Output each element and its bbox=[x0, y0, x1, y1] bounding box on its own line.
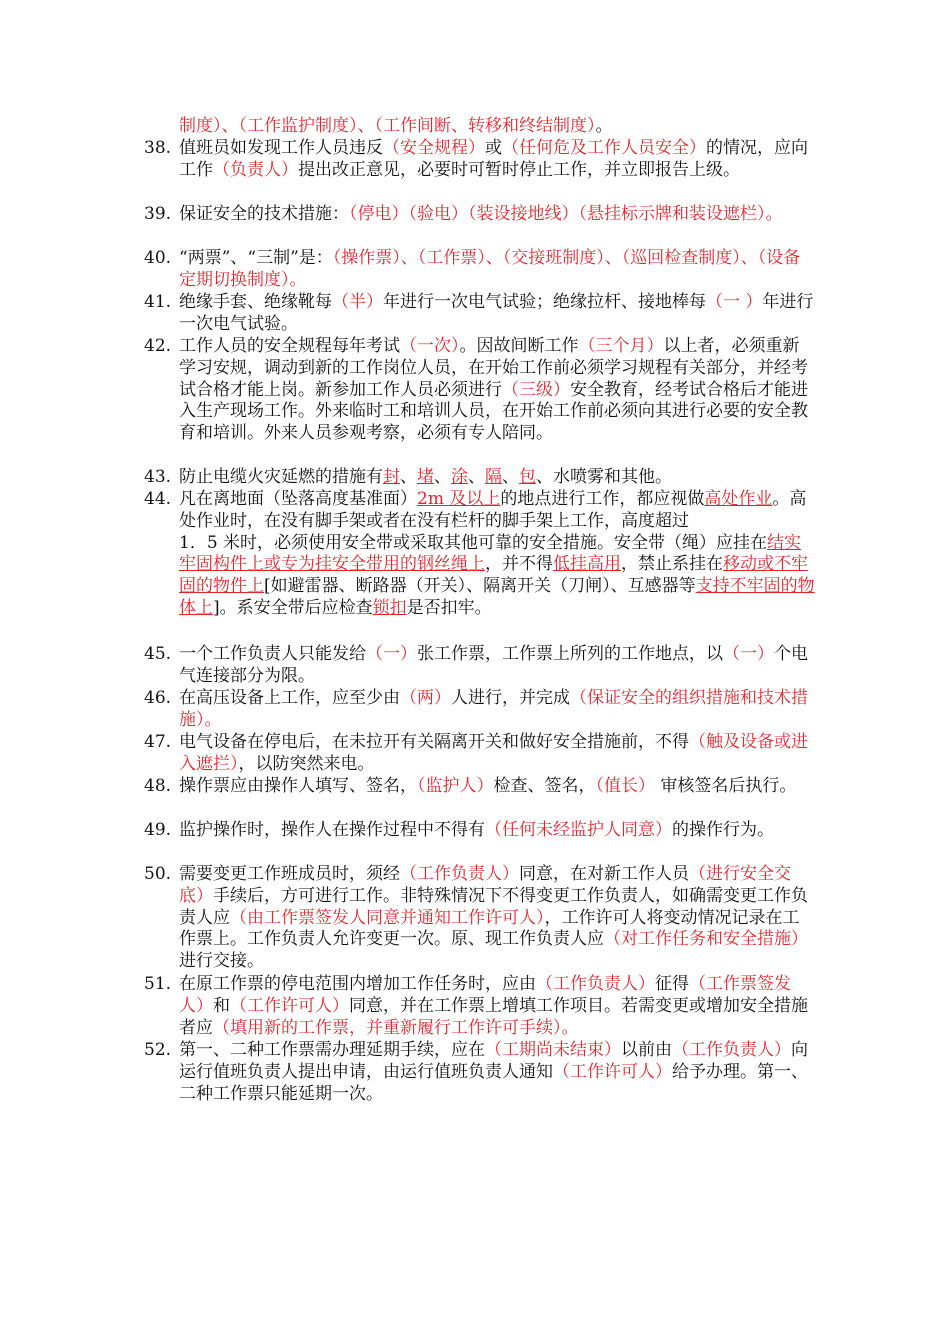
answer-text: （任何危及工作人员安全） bbox=[502, 138, 706, 158]
body-text: 给予办理。第一、二种工作票只能延期一次。 bbox=[179, 1061, 808, 1104]
body-text: 个电气连接部分为限。 bbox=[179, 644, 808, 686]
body-text: 以上者，必须重新学习安规，调动到新的工作岗位人员，在开始工作前必须学习规程有关部分，并经考试合格才能上岗。新参加工作人员必须进行 bbox=[179, 336, 808, 400]
body-text: 安全教育，经考试合格后才能进入生产现场工作。外来临时工和培训人员，在开始工作前必须向其进行必要的安全教育和培训。外来人员参观考察，必须有专人陪同。 bbox=[179, 379, 808, 444]
body-text: 一个工作负责人只能发给 bbox=[179, 644, 366, 664]
item-number: 44. bbox=[144, 489, 172, 509]
item-number: 51. bbox=[144, 974, 172, 994]
item-number: 43. bbox=[144, 467, 172, 487]
body-text: 征得 bbox=[655, 974, 689, 994]
answer-text: （负责人） bbox=[213, 159, 298, 180]
body-text: 绝缘手套、绝缘靴每 bbox=[179, 292, 332, 312]
body-text: 的情况，应向工作 bbox=[179, 138, 808, 180]
item-number: 52. bbox=[144, 1040, 172, 1060]
body-text: 1．5 米时，必须使用安全带或采取其他可靠的安全措施。安全带（绳）应挂在 bbox=[179, 532, 768, 553]
item-text bbox=[179, 467, 815, 489]
underlined-answer: 2m 及以上 bbox=[417, 489, 501, 509]
answer-text: （由工作票签发人同意并通知工作许可人） bbox=[230, 907, 545, 928]
body-text: 以前由 bbox=[621, 1040, 672, 1060]
item-text bbox=[179, 732, 815, 776]
underlined-answer: 隔 bbox=[485, 467, 502, 487]
item-number: 42. bbox=[144, 336, 172, 356]
item-text bbox=[179, 974, 815, 1039]
item-text bbox=[179, 820, 815, 842]
answer-text: （一次） bbox=[400, 336, 460, 356]
body-text: 进行交接。 bbox=[179, 951, 264, 972]
item-number: 49. bbox=[144, 820, 172, 840]
item-number: 41. bbox=[144, 292, 172, 312]
item-text bbox=[179, 776, 815, 798]
item-number: 45. bbox=[144, 644, 172, 664]
item-text bbox=[179, 644, 815, 688]
answer-text: （一） bbox=[366, 644, 417, 664]
answer-text: （安全规程） bbox=[383, 138, 485, 158]
body-text: 和 bbox=[213, 995, 230, 1016]
body-text: [如避雷器、断路器（开关）、隔离开关（刀闸）、互感器等 bbox=[264, 576, 696, 597]
body-text: 在高压设备上工作，应至少由 bbox=[179, 688, 400, 708]
item-number: 39. bbox=[144, 204, 172, 224]
answer-text: （触及设备或进入遮拦） bbox=[179, 732, 808, 774]
item-text bbox=[179, 688, 815, 732]
underlined-answer: 封 bbox=[383, 467, 400, 487]
answer-text: （工作许可人） bbox=[553, 1061, 672, 1082]
item-text bbox=[179, 204, 815, 226]
body-text: 张工作票，工作票上所列的工作地点，以 bbox=[417, 644, 723, 664]
answer-text: 制度）、（工作监护制度）、（工作间断、转移和终结制度） bbox=[179, 116, 596, 136]
answer-text: （监护人） bbox=[417, 776, 494, 796]
body-text: ，以防突然来电。 bbox=[238, 753, 375, 774]
body-text: 或 bbox=[485, 138, 502, 158]
body-text: 的操作行为。 bbox=[672, 820, 774, 840]
body-text: ，禁止系挂在 bbox=[621, 554, 723, 575]
body-text: ，工作许可人将变动情况记录在工作票上。工作负责人允许变更一次。原、现工作负责人应 bbox=[179, 907, 800, 950]
body-text: 需要变更工作班成员时，须经 bbox=[179, 864, 400, 884]
answer-text: （两） bbox=[400, 688, 451, 708]
answer-text: （工期尚未结束） bbox=[485, 1040, 621, 1060]
body-text: 检查、签名， bbox=[493, 776, 596, 796]
underlined-answer: 涂 bbox=[451, 467, 468, 487]
body-text: 同意，在对新工作人员 bbox=[519, 864, 689, 884]
body-text: 手续后，方可进行工作。非特殊情况下不得变更工作负责人，如确需变更工作负责人应 bbox=[179, 885, 808, 928]
answer-text: （工作负责人） bbox=[536, 974, 655, 994]
underlined-answer: 低挂高用 bbox=[553, 554, 621, 575]
item-number: 48. bbox=[144, 776, 172, 796]
item-number: 38. bbox=[144, 138, 172, 158]
answer-text: （停电）（验电）（装设接地线）（悬挂标示牌和装设遮栏）。 bbox=[349, 204, 783, 224]
underlined-answer: 支持不牢固的物体上 bbox=[179, 576, 815, 618]
body-text: 凡在离地面（坠落高度基准面） bbox=[179, 489, 417, 509]
body-text: 防止电缆火灾延燃的措施有 bbox=[179, 467, 383, 487]
answer-text: （保证安全的组织措施和技术措施）。 bbox=[179, 688, 808, 730]
answer-text: （工作负责人） bbox=[672, 1040, 791, 1060]
answer-text: （填用新的工作票，并重新履行工作许可手续）。 bbox=[213, 1017, 579, 1038]
answer-text: （一 ） bbox=[706, 292, 763, 312]
item-text bbox=[179, 248, 815, 292]
underlined-answer: 堵 bbox=[417, 467, 434, 487]
body-text: 、 bbox=[468, 467, 485, 487]
item-text bbox=[179, 116, 815, 138]
item-number: 46. bbox=[144, 688, 172, 708]
answer-text: （三个月） bbox=[578, 336, 664, 356]
item-number: 50. bbox=[144, 864, 172, 884]
body-text: 。 bbox=[595, 116, 613, 136]
underlined-answer: 高处作业 bbox=[704, 489, 773, 509]
body-text: 第一、二种工作票需办理延期手续，应在 bbox=[179, 1040, 485, 1060]
underlined-answer: 包 bbox=[519, 467, 536, 487]
answer-text: （一） bbox=[723, 644, 774, 664]
answer-text: （三级） bbox=[502, 379, 570, 400]
item-number: 47. bbox=[144, 732, 172, 752]
answer-text: （半） bbox=[332, 292, 383, 312]
body-text: 值班员如发现工作人员违反 bbox=[179, 138, 383, 158]
body-text: 提出改正意见，必要时可暂时停止工作，并立即报告上级。 bbox=[298, 159, 740, 180]
answer-text: （操作票）、（工作票）、（交接班制度）、（巡回检查制度）、（设备定期切换制度）。 bbox=[179, 248, 801, 290]
body-text: 工作人员的安全规程每年考试 bbox=[179, 336, 400, 356]
body-text: 保证安全的技术措施： bbox=[179, 204, 349, 224]
body-text: 电气设备在停电后，在未拉开有关隔离开关和做好安全措施前，不得 bbox=[179, 732, 689, 752]
underlined-answer: 移动或不牢固的物件上 bbox=[179, 554, 808, 597]
body-text: 、 bbox=[434, 467, 451, 487]
item-text bbox=[179, 138, 815, 182]
body-text: 向运行值班负责人提出申请，由运行值班负责人通知 bbox=[179, 1040, 808, 1082]
body-text: 同意，并在工作票上增填工作项目。若需变更或增加安全措施者应 bbox=[179, 995, 808, 1038]
body-text: ，并不得 bbox=[485, 554, 553, 575]
body-text: 、 bbox=[502, 467, 519, 487]
answer-text: （工作票签发人） bbox=[179, 974, 791, 1016]
body-text: 、 bbox=[400, 467, 417, 487]
answer-text: （工作负责人） bbox=[400, 864, 519, 884]
body-text: 在原工作票的停电范围内增加工作任务时，应由 bbox=[179, 974, 536, 994]
body-text: 人进行，并完成 bbox=[451, 688, 570, 708]
body-text: 年进行一次电气试验；绝缘拉杆、接地棒每 bbox=[383, 292, 706, 312]
body-text: 审核签名后执行。 bbox=[655, 776, 797, 796]
item-text bbox=[179, 489, 815, 620]
underlined-answer: 结实牢固构件上或专为挂安全带用的钢丝绳上 bbox=[179, 532, 802, 575]
item-text bbox=[179, 292, 815, 336]
body-text: 操作票应由操作人填写、签名， bbox=[179, 776, 417, 796]
body-text: 的地点进行工作，都应视做 bbox=[500, 489, 705, 509]
underlined-answer: 锁扣 bbox=[372, 597, 407, 618]
answer-text: （工作许可人） bbox=[230, 995, 349, 1016]
answer-text: （任何未经监护人同意） bbox=[485, 820, 672, 840]
body-text: 。高处作业时，在没有脚手架或者在没有栏杆的脚手架上工作，高度超过 bbox=[179, 489, 807, 531]
body-text: ]。系安全带后应检查 bbox=[213, 597, 373, 618]
body-text: “两票”、“三制”是： bbox=[179, 248, 333, 268]
item-text bbox=[179, 336, 815, 445]
answer-text: （对工作任务和安全措施） bbox=[604, 929, 808, 950]
item-text bbox=[179, 1040, 815, 1105]
answer-text: （进行安全交底） bbox=[179, 864, 791, 906]
body-text: 、水喷雾和其他。 bbox=[536, 467, 672, 487]
body-text: 是否扣牢。 bbox=[406, 597, 492, 618]
body-text: 监护操作时，操作人在操作过程中不得有 bbox=[179, 820, 485, 840]
answer-text: （值长） bbox=[595, 776, 655, 796]
body-text: 年进行一次电气试验。 bbox=[179, 292, 814, 334]
item-text bbox=[179, 864, 815, 973]
item-number: 40. bbox=[144, 248, 172, 268]
body-text: 。因故间断工作 bbox=[459, 336, 579, 356]
